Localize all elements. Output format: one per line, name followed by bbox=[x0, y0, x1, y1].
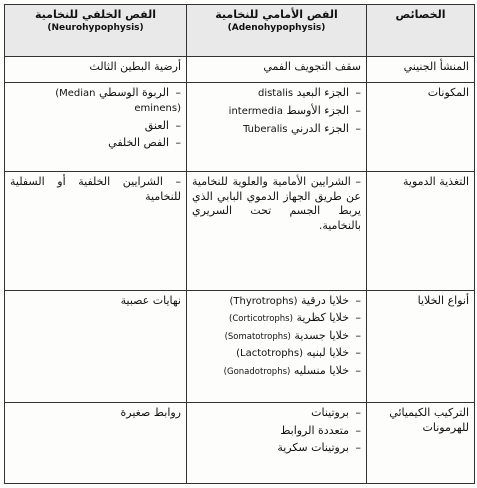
chem-posterior: روابط صغيرة bbox=[5, 403, 187, 484]
list-item: –الفص الخلفي bbox=[108, 136, 181, 150]
list-item: –بروتينات bbox=[311, 406, 361, 420]
row-origin bbox=[5, 57, 475, 83]
pituitary-comparison-table bbox=[4, 4, 475, 484]
list-item: –خلايا منسليه (Gonadotrophs) bbox=[223, 363, 361, 377]
components-anterior bbox=[187, 83, 367, 172]
label-chem: التركيب الكيميائي للهرمونات bbox=[367, 403, 475, 484]
row-blood bbox=[5, 172, 475, 291]
list-item: –خلايا جسدية (Somatotrophs) bbox=[224, 328, 361, 342]
row-chem bbox=[5, 403, 475, 484]
list-item: –الجزء الأوسط intermedia bbox=[228, 103, 361, 117]
label-components: المكونات bbox=[367, 83, 475, 172]
header-anterior-en: (Adenohypophysis) bbox=[227, 22, 326, 33]
list-item: –بروتينات سكرية bbox=[277, 441, 361, 455]
list-item: –خلايا لبنيه (Lactotrophs) bbox=[236, 346, 361, 360]
list-item: –الجزء البعيد distalis bbox=[257, 86, 361, 100]
cells-posterior: نهايات عصبية bbox=[5, 290, 187, 403]
list-item: –الجزء الدرني Tuberalis bbox=[243, 121, 361, 135]
cells-anterior bbox=[187, 290, 367, 403]
header-posterior bbox=[5, 5, 187, 57]
blood-anterior: – الشرايين الأمامية والعلوية للنخامية عن طريق الجهاز الدموي البابي الذي يربط الجسم تحت السريري بالنخامية. bbox=[187, 172, 367, 291]
header-posterior-ar: الفص الخلفي للنخامية bbox=[35, 8, 156, 21]
origin-anterior: سقف التجويف الفمي bbox=[187, 57, 367, 83]
chem-anterior bbox=[187, 403, 367, 484]
label-cells: أنواع الخلايا bbox=[367, 290, 475, 403]
origin-posterior: أرضية البطين الثالث bbox=[5, 57, 187, 83]
blood-posterior: – الشرايين الخلفية أو السفلية للنخامية bbox=[5, 172, 187, 291]
list-item: –الربوة الوسطي (Median eminens) bbox=[55, 86, 181, 114]
list-item: –خلايا درقية (Thyrotrophs) bbox=[229, 293, 361, 307]
components-posterior bbox=[5, 83, 187, 172]
header-posterior-en: (Neurohypophysis) bbox=[47, 22, 144, 33]
list-item: –العنق bbox=[144, 118, 181, 132]
row-cells bbox=[5, 290, 475, 403]
list-item: –خلايا كظرية (Corticotrophs) bbox=[229, 311, 361, 325]
list-item: –متعددة الروابط bbox=[280, 423, 361, 437]
header-property: الخصائص bbox=[367, 5, 475, 57]
header-row bbox=[5, 5, 475, 57]
header-anterior bbox=[187, 5, 367, 57]
row-components bbox=[5, 83, 475, 172]
header-anterior-ar: الفص الأمامي للنخامية bbox=[215, 8, 338, 21]
label-origin: المنشأ الجنيني bbox=[367, 57, 475, 83]
label-blood: التغذية الدموية bbox=[367, 172, 475, 291]
